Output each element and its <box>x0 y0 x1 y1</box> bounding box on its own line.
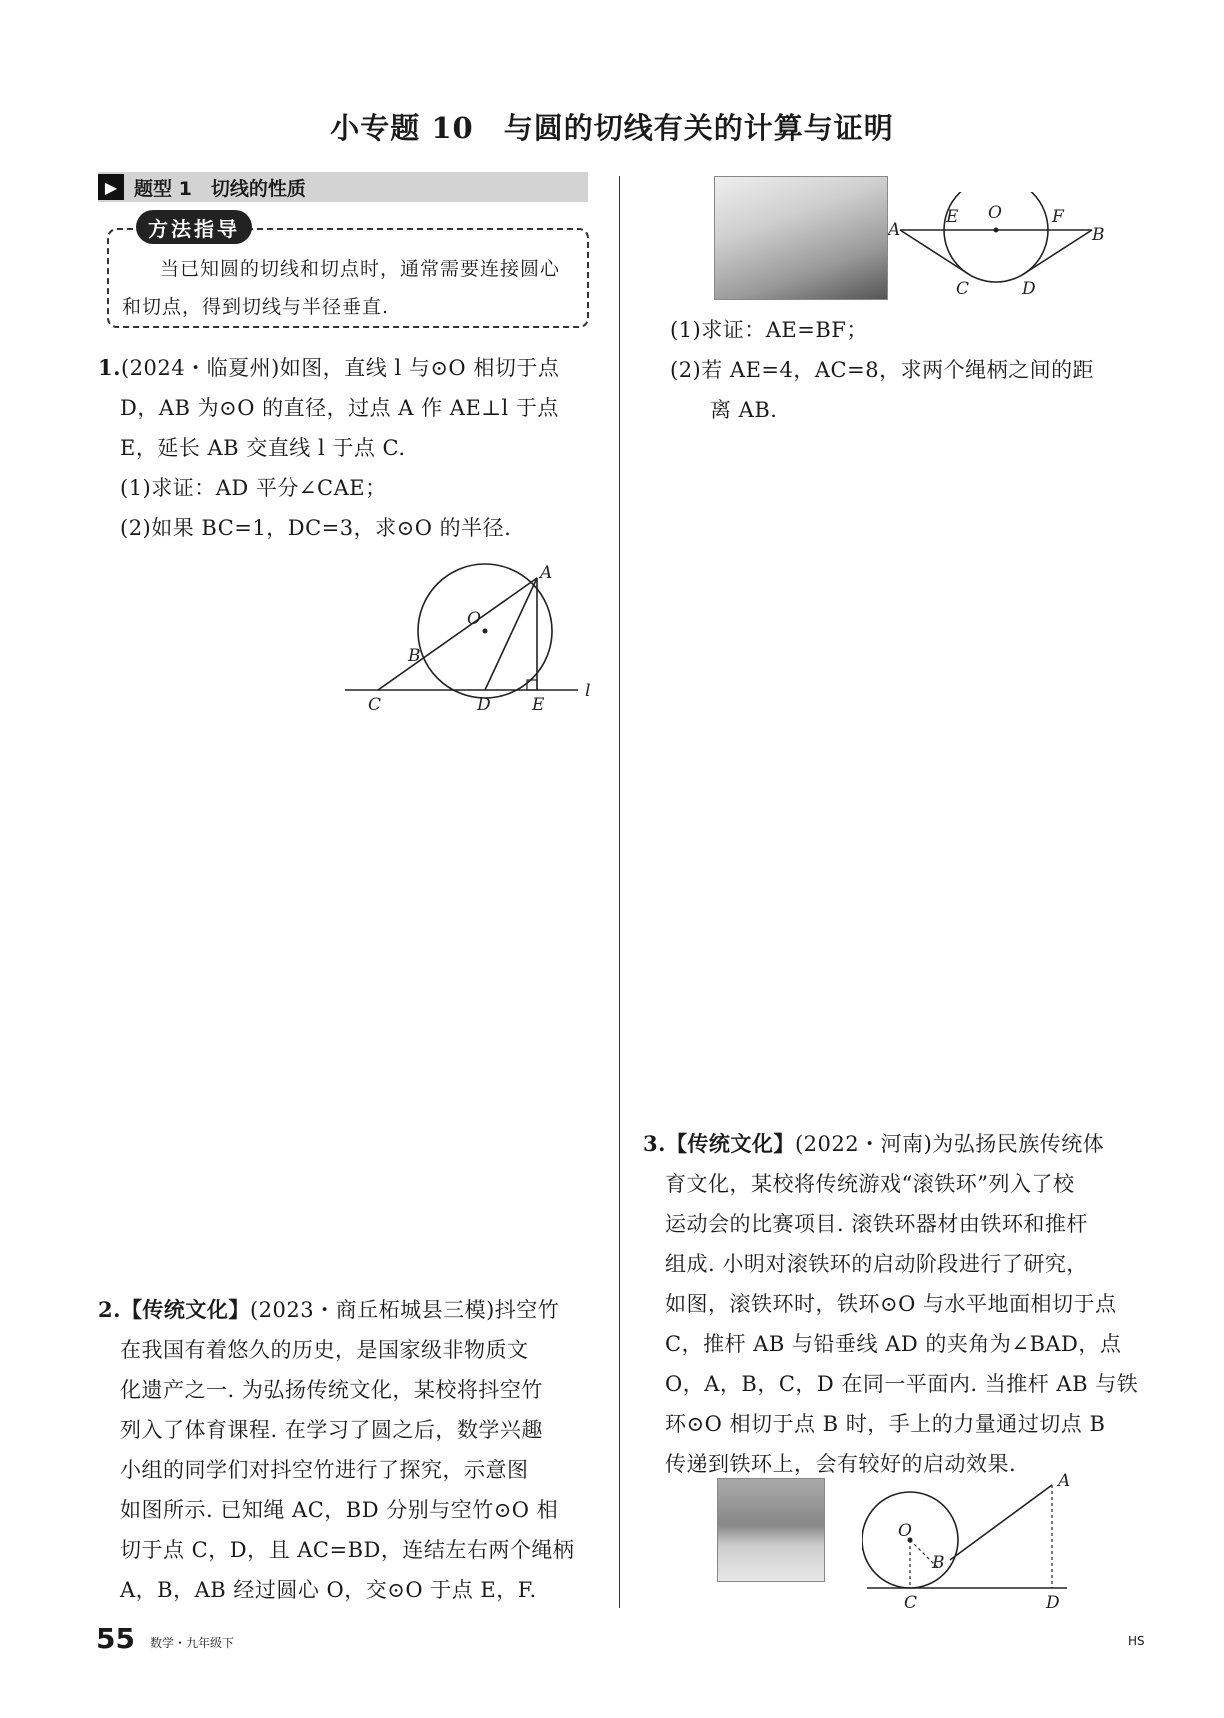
problem-1-line-1: (2024・临夏州)如图，直线 l 与⊙O 相切于点 <box>120 356 560 380</box>
method-guide-tag: 方法指导 <box>136 210 252 244</box>
problem-3-line-7: O，A，B，C，D 在同一平面内. 当推杆 AB 与铁 <box>665 1372 1139 1396</box>
p1-label-d: D <box>477 695 491 715</box>
problem-1-question-1: (1)求证：AD 平分∠CAE； <box>120 476 387 500</box>
p3-label-a: A <box>1058 1471 1071 1491</box>
problem-3-line-5: 如图，滚铁环时，铁环⊙O 与水平地面相切于点 <box>665 1292 1117 1316</box>
column-divider <box>619 176 620 1608</box>
problem-3-figure <box>862 1470 1082 1610</box>
p3-label-b: B <box>932 1553 945 1573</box>
problem-3-line-9: 传递到铁环上，会有较好的启动效果. <box>665 1452 1017 1476</box>
p1-label-l: l <box>585 681 591 701</box>
diabolo-photo <box>714 176 888 300</box>
p1-label-a: A <box>540 563 553 583</box>
problem-3-line-2: 育文化，某校将传统游戏“滚铁环”列入了校 <box>665 1172 1075 1196</box>
problem-2-line-3: 化遗产之一. 为弘扬传统文化，某校将抖空竹 <box>120 1378 543 1402</box>
p2-label-o: O <box>988 203 1002 223</box>
problem-3-line-1: (2022・河南)为弘扬民族传统体 <box>794 1132 1105 1156</box>
problem-1-number: 1. <box>98 355 121 380</box>
problem-2-line-5: 小组的同学们对抖空竹进行了探究，示意图 <box>120 1458 529 1482</box>
problem-3-number: 3. <box>643 1131 666 1156</box>
p3-label-d: D <box>1046 1593 1060 1610</box>
problem-2-line-2: 在我国有着悠久的历史，是国家级非物质文 <box>120 1338 529 1362</box>
problem-2-tag: 【传统文化】 <box>120 1297 250 1322</box>
problem-2-line-4: 列入了体育课程. 在学习了圆之后，数学兴趣 <box>120 1418 543 1442</box>
p1-label-o: O <box>467 609 481 629</box>
page-number: 55 <box>96 1622 135 1655</box>
problem-2 <box>98 1290 598 1610</box>
play-triangle-icon: ▶ <box>98 174 124 200</box>
problem-2-question-1: (1)求证：AE=BF； <box>670 318 868 342</box>
problem-1-figure <box>340 560 610 720</box>
problem-1 <box>98 348 598 548</box>
problem-2-line-8: A，B，AB 经过圆心 O，交⊙O 于点 E，F. <box>120 1578 537 1602</box>
problem-2-line-1: (2023・商丘柘城县三模)抖空竹 <box>249 1298 560 1322</box>
p1-label-b: B <box>408 646 421 666</box>
p1-label-c: C <box>368 695 382 715</box>
problem-1-question-2: (2)如果 BC=1，DC=3，求⊙O 的半径. <box>120 516 512 540</box>
footer-code: HS <box>1128 1634 1145 1648</box>
p1-label-e: E <box>532 695 545 715</box>
section-label: 题型 1 切线的性质 <box>134 177 306 200</box>
p2-label-c: C <box>956 279 970 299</box>
p2-label-b: B <box>1092 225 1105 245</box>
footer-subject: 数学・九年级下 <box>150 1636 235 1650</box>
problem-1-line-2: D，AB 为⊙O 的直径，过点 A 作 AE⊥l 于点 <box>120 396 559 420</box>
problem-2-number: 2. <box>98 1297 121 1322</box>
section-header <box>98 172 588 202</box>
problem-2-question-2-line-2: 离 AB. <box>710 398 778 422</box>
p2-label-e: E <box>946 207 959 227</box>
p2-label-d: D <box>1022 279 1036 299</box>
p2-label-f: F <box>1052 207 1064 227</box>
problem-3-line-3: 运动会的比赛项目. 滚铁环器材由铁环和推杆 <box>665 1212 1088 1236</box>
problem-2-questions <box>670 310 1150 430</box>
problem-3-line-8: 环⊙O 相切于点 B 时，手上的力量通过切点 B <box>665 1412 1106 1436</box>
problem-2-question-2-line-1: (2)若 AE=4，AC=8，求两个绳柄之间的距 <box>670 358 1095 382</box>
problem-3-tag: 【传统文化】 <box>665 1131 795 1156</box>
problem-2-line-6: 如图所示. 已知绳 AC，BD 分别与空竹⊙O 相 <box>120 1498 559 1522</box>
problem-2-figure <box>888 192 1108 302</box>
p3-label-o: O <box>898 1521 912 1541</box>
problem-3 <box>643 1124 1143 1484</box>
problem-3-line-6: C，推杆 AB 与铅垂线 AD 的夹角为∠BAD，点 <box>665 1332 1122 1356</box>
p2-label-a: A <box>888 220 901 240</box>
problem-1-line-3: E，延长 AB 交直线 l 于点 C. <box>120 436 406 460</box>
problem-3-line-4: 组成. 小明对滚铁环的启动阶段进行了研究， <box>665 1252 1088 1276</box>
method-guide-text: 当已知圆的切线和切点时，通常需要连接圆心和切点，得到切线与半径垂直. <box>122 258 561 318</box>
page-title: 小专题 10 与圆的切线有关的计算与证明 <box>330 111 894 145</box>
p3-label-c: C <box>904 1593 918 1610</box>
hoop-rolling-photo <box>717 1478 825 1582</box>
problem-2-line-7: 切于点 C，D，且 AC=BD，连结左右两个绳柄 <box>120 1538 575 1562</box>
